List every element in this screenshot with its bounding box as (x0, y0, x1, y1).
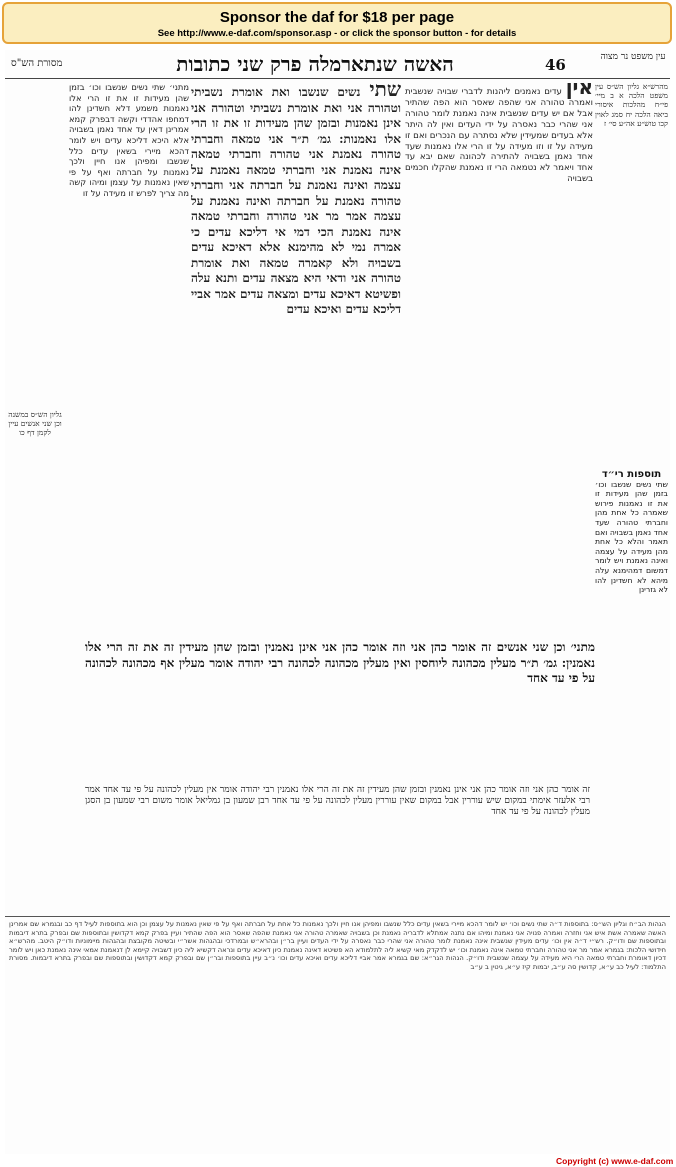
mishna-lower (85, 640, 595, 780)
right-margin-label: עין משפט נר מצוה (600, 52, 666, 62)
left-margin-notes (5, 410, 65, 630)
main-text-body: נשים שנשבו ואת אומרת נשביתי וטהורה אני ואת אומרת נשביתי וטהורה אני אינן נאמנות ובזמן שהן מעידות זו את זו הרי אלו נאמנות: גמ׳ ת״ר אני טמאה וחברתי טהורה נאמנת אני טהורה וחברתי טמאה אינה נאמנת אני וחברתי טמאה נאמנת על עצמה ואינה נאמנת על חברתה אני וחברתי טהורה נאמנת על חברתה ואינה נאמנת על עצמה אמר מר אני טהורה וחברתי טמאה אינה נאמנת הכי דמי אי דליכא עדים כי אמרה נמי לא מהימנא אלא דאיכא עדים בשבויה ולא קאמרה טמאה ואת אומרת טהורה אני ודאי היא מצאה עדים ותנא עלה ופשיטא דאיכא עדים ומצאה עדים אמר אביי דליכא עדים ואיכא עדים (191, 85, 401, 316)
tosafot-rid-text: שתי נשים שנשבו וכו׳ בזמן שהן מעידות זו את זו נאמנות פירוש שאמרה כל אחת מהן וחברתי טהורה שעד אחד נאמן בשבויה ואם תאמר והלא כל אחת מהן מעידה על עצמה ואינה נאמנת ויש לומר דמשום דמהימנא עלה מיהא לא חשדינן להו לא גזרינן (595, 479, 668, 595)
page-header (5, 50, 670, 79)
tosafot-rid-heading: תוספות רי״ד (601, 470, 662, 480)
left-margin-text: גליון הש״ס במשנה וכן שני אנשים עיין לקמן דף כו (8, 410, 62, 437)
talmud-page (5, 50, 670, 1154)
main-text (191, 82, 401, 642)
tosafot-rid (595, 470, 668, 890)
lower-commentary-text: זה אומר כהן אני וזה אומר כהן אני אינן נאמנין ובזמן שהן מעידין זה את זה הרי אלו נאמנין רבי יהודה אומר אין מעלין לכהונה על פי עד אחד אמר רבי אלעזר אימתי במקום שיש עוררין אבל במקום שאין עוררין מעלין לכהונה על פי עד אחד רבן שמעון בן גמליאל אומר משום רבי שמעון בן הסגן מעלין לכהונה על פי עד אחד (85, 785, 590, 817)
mishna-lower-text: מתני׳ וכן שני אנשים זה אומר כהן אני וזה אומר כהן אני אינן נאמנין ובזמן שהן מעידין זה את זה הרי אלו נאמנין: גמ׳ ת״ר מעלין מכהונה ליוחסין ואין מעלין מכהונה לכהונה רבי יהודה אומר מעלין אף מכהונה לכהונה על פי עד אחד (85, 640, 595, 685)
rashi-commentary (405, 82, 593, 634)
sponsor-banner-subtitle[interactable]: See http://www.e-daf.com/sponsor.asp - or click the sponsor button - for details (157, 28, 517, 39)
sponsor-banner-title[interactable]: Sponsor the daf for $18 per page (219, 9, 455, 26)
page-title: האשה שנתארמלה פרק שני כתובות (176, 52, 454, 76)
footnote-divider (5, 916, 670, 917)
lower-commentary (85, 785, 590, 915)
rashi-text: עדים נאמנים ליהנות לדברי שבויה שנשבית ואמרה טהורה אני שהפה שאסר הוא הפה שהתיר אבל אם יש עדים שנשבית אינה נאמנת לומר טהורה אני שהרי כבר נאסרה על ידי העדים ואין לה היתר אלא בעדים שמעידין שלא נסתרה עם הנכרים ואם זו מעידה על זו וזו מעידה על זו הרי אלו נאמנות שעד אחד נאמן בשבויה להתירה לכהונה שאם יבא עד אחד ויאמר לא נטמאה הרי זו נאמנת שהקלו חכמים בשבויה (405, 87, 593, 185)
right-margin-text: מהרש״א גליון הש״ס עין משפט הלכה א ב מיי׳ פי״ח מהלכות איסורי ביאה הלכה יח סמג לאוין קכו טוש״ע אה״ע סי׳ ז (595, 82, 668, 128)
sponsor-banner[interactable] (2, 2, 672, 44)
footnotes (9, 920, 666, 1148)
main-opening-word: שתי (369, 82, 401, 101)
page-number: 46 (545, 56, 566, 74)
tosafot-text: מתני׳ שתי נשים שנשבו וכו׳ בזמן שהן מעידות זו את זו הרי אלו נאמנות משמע דלא חשדינן להו דמחפו אהדדי וקשה דבפרק קמא אמרינן דאין עד אחד נאמן בשבויה אלא היכא דליכא עדים ויש לומר דהכא מיירי בשאין עדים כלל שנשבו ומפיהן אנו חיין ולכך נאמנות על חברתה ואף על פי שאין נאמנות על עצמן ומיהו קשה מה צריך לפרש זו מעידה על זו (69, 82, 189, 198)
rashi-opening-word: אין (565, 82, 593, 99)
tosafot-commentary (69, 82, 189, 634)
footnotes-text: הגהות הב״ח וגליון הש״ס: בתוספות ד״ה שתי נשים וכו׳ יש לומר דהכא מיירי בשאין עדים כלל שנשבו ומפיהן אנו חיין ולכך נאמנות כל אחת על חברתה ואף על פי שאין נאמנות על עצמן וכן הוא בתוספות לעיל דף כב ובגמרא שם אמרינן האשה שאמרה אשת איש אני וחזרה ואמרה פנויה אני נאמנת ומיהו אם נתנה אמתלא לדבריה נאמנת וכן בשבויה שאמרה טהורה אני נאמנת שהפה שאסר הוא הפה שהתיר ועיין בפרק קמא דקדושין ובתוספות שם ובפרק בתרא דיבמות ובתוספות שם ודו״ק. רש״י ד״ה אין וכו׳ עדים מעידין שנשבית אינה נאמנת לומר טהורה אני שהרי כבר נאסרה על ידי העדים ועיין בר״ן ובהרא״ש ובמרדכי ובהגהות אשר״י ובשיטה מקובצת ובהגהות מיימוניות ודו״ק היטב. מהרש״א חידושי הלכות: בגמרא אמר מר אני טהורה וחברתי טמאה אינה נאמנת וכו׳ יש לדקדק מאי קשיא ליה לתלמודא הא פשיטא דאינה נאמנת כיון דאיכא עדים ונראה דקשיא ליה כיון דשבויה קיימא לן דנאמנת אמאי אינה נאמנת כאן ויש לומר דכיון דאומרת וחברתי טמאה הרי היא מעידה על עצמה שנשבית ודו״ק. הגהות הגר״א: שם בגמרא אמר אביי דליכא עדים ואיכא עדים וכו׳ נ״ב עיין בתוספות ובר״ן שם ובפרק קמא דקדושין ובתוספות שם ובפרק בתרא דיבמות. מסורת התלמוד: לעיל כב ע״א, קדושין סה ע״ב, יבמות קיז ע״א, גיטין ב ע״ב (9, 920, 666, 971)
copyright-notice[interactable]: Copyright (c) www.e-daf.com (556, 1156, 674, 1166)
left-margin-label: מסורת הש"ס (11, 58, 63, 69)
